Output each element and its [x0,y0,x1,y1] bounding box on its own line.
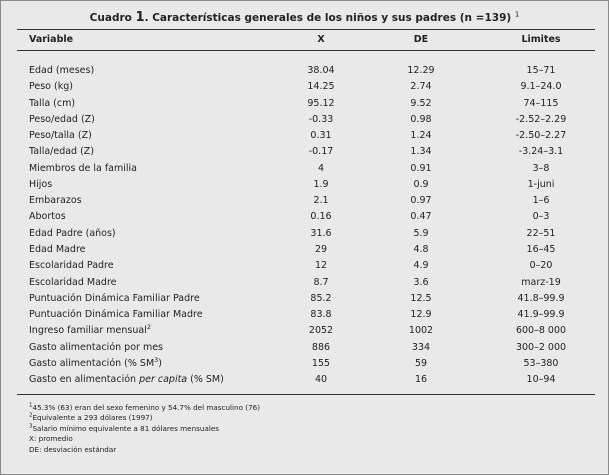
table-title [1,10,608,25]
table-row [1,228,608,243]
row-limites-value: 600–8 000 [515,325,567,337]
row-limites-value: 300–2 000 [515,341,567,353]
table-row [1,293,608,308]
row-de-value: 3.6 [413,276,429,288]
row-limites-value: 9.1–24.0 [520,81,562,93]
row-de-value: 16 [414,374,428,386]
row-label: Puntuación Dinámica Familiar Madre [29,309,203,321]
title-text: . Características generales de los niños y sus padres (n =139) [144,12,512,24]
row-x-value: 38.04 [307,65,335,76]
row-label: Abortos [29,211,66,223]
row-label: Peso/talla (Z) [29,130,92,142]
table-row [1,114,608,129]
table-row [1,260,608,275]
row-x-value: 0.16 [310,211,332,223]
row-x-value: 0.31 [310,130,332,142]
row-limites-value: 41.8–99.9 [517,292,565,304]
header-x: X [317,34,325,45]
row-x-value: 12 [314,260,328,272]
table-row [1,325,608,340]
row-de-value: 0.98 [410,113,432,125]
row-limites-value: 0–20 [529,260,553,272]
table-row [1,374,608,389]
table-row [1,195,608,210]
row-limites-value: 1-juni [527,178,555,190]
row-de-value: 4.9 [413,260,429,272]
row-de-value: 0.9 [413,178,429,190]
row-x-value: 2.1 [313,195,329,207]
row-limites-value: 22–51 [526,227,556,239]
row-x-value: 31.6 [310,227,332,239]
row-de-value: 1.34 [410,146,432,158]
row-x-value: 2052 [308,325,334,337]
row-label: Escolaridad Madre [29,276,117,288]
row-limites-value: 1–6 [532,195,550,207]
row-x-value: 1.9 [313,178,329,190]
row-x-value: 40 [314,374,328,386]
table-row [1,98,608,113]
title-footnote-mark: 1 [514,10,520,19]
row-de-value: 4.8 [413,243,429,255]
row-de-value: 0.97 [410,195,432,207]
row-de-value: 12.29 [407,65,435,76]
row-de-value: 12.9 [410,309,432,321]
row-x-value: 4 [317,162,325,174]
row-de-value: 59 [414,357,428,369]
table-row [1,277,608,292]
table-row [1,163,608,178]
table-row [1,211,608,226]
table-row [1,342,608,357]
row-x-value: 95.12 [307,97,335,109]
row-limites-value: 3–8 [532,162,550,174]
row-limites-value: -2.50–2.27 [515,130,567,142]
row-de-value: 1.24 [410,130,432,142]
bottom-rule [17,394,595,395]
row-label: Embarazos [29,195,82,207]
table-row [1,179,608,194]
footnote: DE: desviación estándar [29,444,117,454]
header-de: DE [413,34,429,45]
table-row [1,65,608,80]
row-x-value: 8.7 [313,276,329,288]
row-de-value: 9.52 [410,97,432,109]
row-label: Gasto alimentación (% $SM^3$) [29,355,163,369]
row-label: Peso/edad (Z) [29,113,95,125]
footnote: X: promedio [29,434,73,444]
footnote: $^2$Equivalente a 293 dólares (1997) [29,413,153,423]
row-label: Talla/edad (Z) [29,146,95,158]
title-number: 1 [135,10,145,25]
row-label: Edad Madre [29,243,86,255]
table-row [1,130,608,145]
row-de-value: 0.91 [410,162,432,174]
row-limites-value: 53–380 [523,357,559,369]
row-x-value: 886 [311,341,331,353]
row-x-value: 83.8 [310,309,332,321]
header-variable: Variable [29,34,74,45]
row-de-value: 2.74 [410,81,432,93]
row-label: Gasto alimentación por mes [29,341,163,353]
row-label: Puntuación Dinámica Familiar Padre [29,292,200,304]
row-label: Escolaridad Padre [29,260,114,272]
row-limites-value: 41.9–99.9 [517,309,565,321]
row-de-value: 12.5 [410,292,432,304]
footnote: $^3$Salario mínimo equivalente a 81 dólares mensuales [29,423,220,433]
row-limites-value: -3.24–3.1 [518,146,564,158]
row-x-value: 155 [311,357,331,369]
row-label: Edad Padre (años) [29,227,116,239]
row-limites-value: 74–115 [523,97,559,109]
table-row [1,146,608,161]
title-prefix: Cuadro [89,12,132,24]
row-de-value: 5.9 [413,227,429,239]
row-label: Hijos [29,178,53,190]
table-row [1,81,608,96]
row-limites-value: 0–3 [532,211,550,223]
header-limites: Limites [521,34,561,45]
row-label: Ingreso familiar mensual$^2$ [29,323,151,337]
header-rule [17,50,595,51]
row-x-value: -0.33 [308,113,334,125]
row-label: Talla (cm) [29,97,76,109]
row-de-value: 0.47 [410,211,432,223]
table-row [1,355,608,373]
row-limites-value: 10–94 [526,374,556,386]
footnotes [29,403,260,455]
row-x-value: 29 [314,243,328,255]
row-label: Edad (meses) [29,65,95,76]
row-label: Miembros de la familia [29,162,137,174]
row-x-value: 85.2 [310,292,332,304]
row-limites-value: marz-19 [521,276,561,288]
top-rule [17,29,595,30]
row-de-value: 1002 [408,325,434,337]
row-label: Gasto en alimentación per capita (% SM) [29,374,224,386]
row-label: Peso (kg) [29,81,73,93]
row-limites-value: 15–71 [526,65,556,76]
footnote: $^1$45.3% (63) eran del sexo femenino y 54.7% del masculino (76) [29,402,261,412]
row-x-value: -0.17 [308,146,334,158]
row-limites-value: 16–45 [526,243,556,255]
row-x-value: 14.25 [307,81,335,93]
table-row [1,244,608,259]
row-limites-value: -2.52–2.29 [515,113,567,125]
row-de-value: 334 [411,341,431,353]
table-row [1,309,608,324]
